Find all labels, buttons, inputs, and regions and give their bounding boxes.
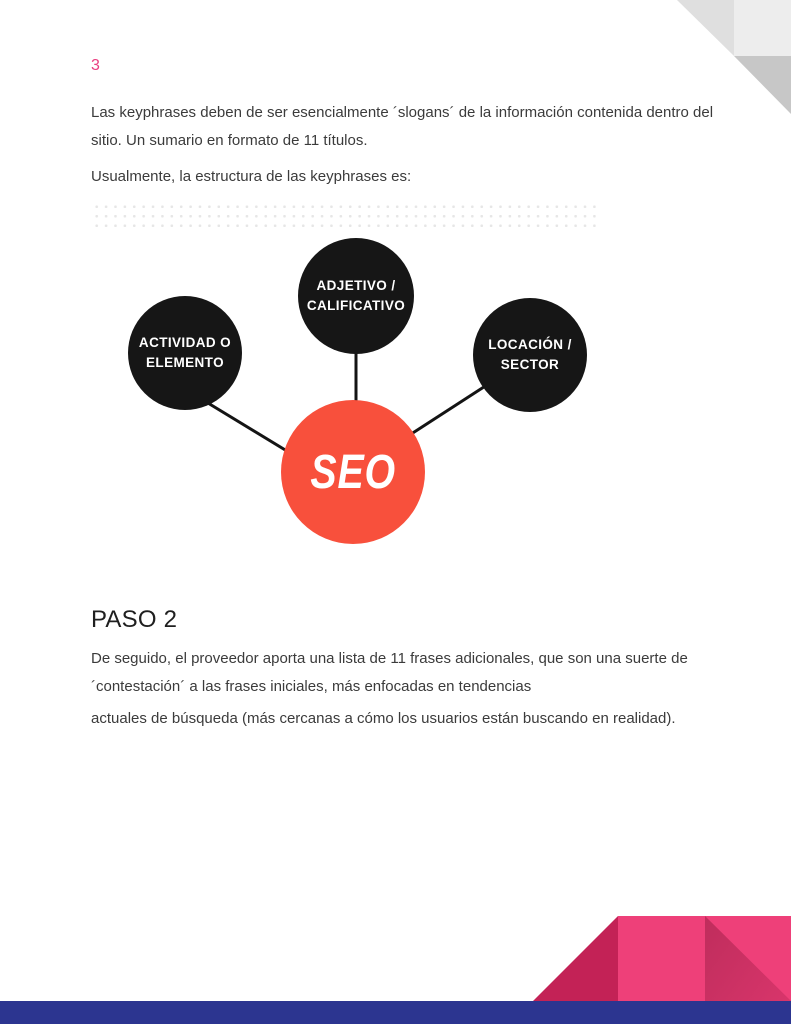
page-number: 3 (91, 57, 100, 74)
node-adjetivo-label: ADJETIVO / CALIFICATIVO (306, 278, 406, 313)
corner-triangle-upper-icon (677, 0, 734, 56)
dots-pattern (92, 200, 600, 228)
step2-paragraph-cont: actuales de búsqueda (más cercanas a cómo los usuarios están buscando en realidad). (91, 710, 676, 727)
step2-paragraph: De seguido, el proveedor aporta una lista de 11 frases adicionales, que son una suerte de ´contestación´ a las frases iniciales, más enfocadas en tendencias (91, 650, 688, 695)
footer-rect-pink-shaded-icon (705, 916, 791, 1001)
node-seo (281, 400, 425, 544)
node-adjetivo-calificativo (298, 238, 414, 354)
corner-triangle-lower-icon (734, 56, 791, 114)
intro-paragraph: Las keyphrases deben de ser esencialmente ´slogans´ de la información contenida dentro del sitio. Un sumario en formato de 11 títulos. (91, 104, 714, 149)
paso2-heading: PASO 2 (91, 606, 178, 633)
seo-label: SEO (310, 445, 396, 499)
structure-paragraph: Usualmente, la estructura de las keyphrases es: (91, 168, 412, 185)
node-locacion-label: LOCACIÓN / SECTOR (488, 337, 572, 372)
node-actividad-elemento (128, 296, 242, 410)
node-locacion-sector (473, 298, 587, 412)
footer-triangle-crimson-icon (533, 916, 618, 1001)
footer-rect-pink-icon (618, 916, 705, 1001)
node-actividad-label: ACTIVIDAD O ELEMENTO (138, 335, 232, 370)
keyphrase-diagram (0, 230, 791, 550)
footer-bar-blue (0, 1001, 791, 1024)
corner-square-icon (734, 0, 791, 56)
connector-line-right (405, 383, 490, 438)
